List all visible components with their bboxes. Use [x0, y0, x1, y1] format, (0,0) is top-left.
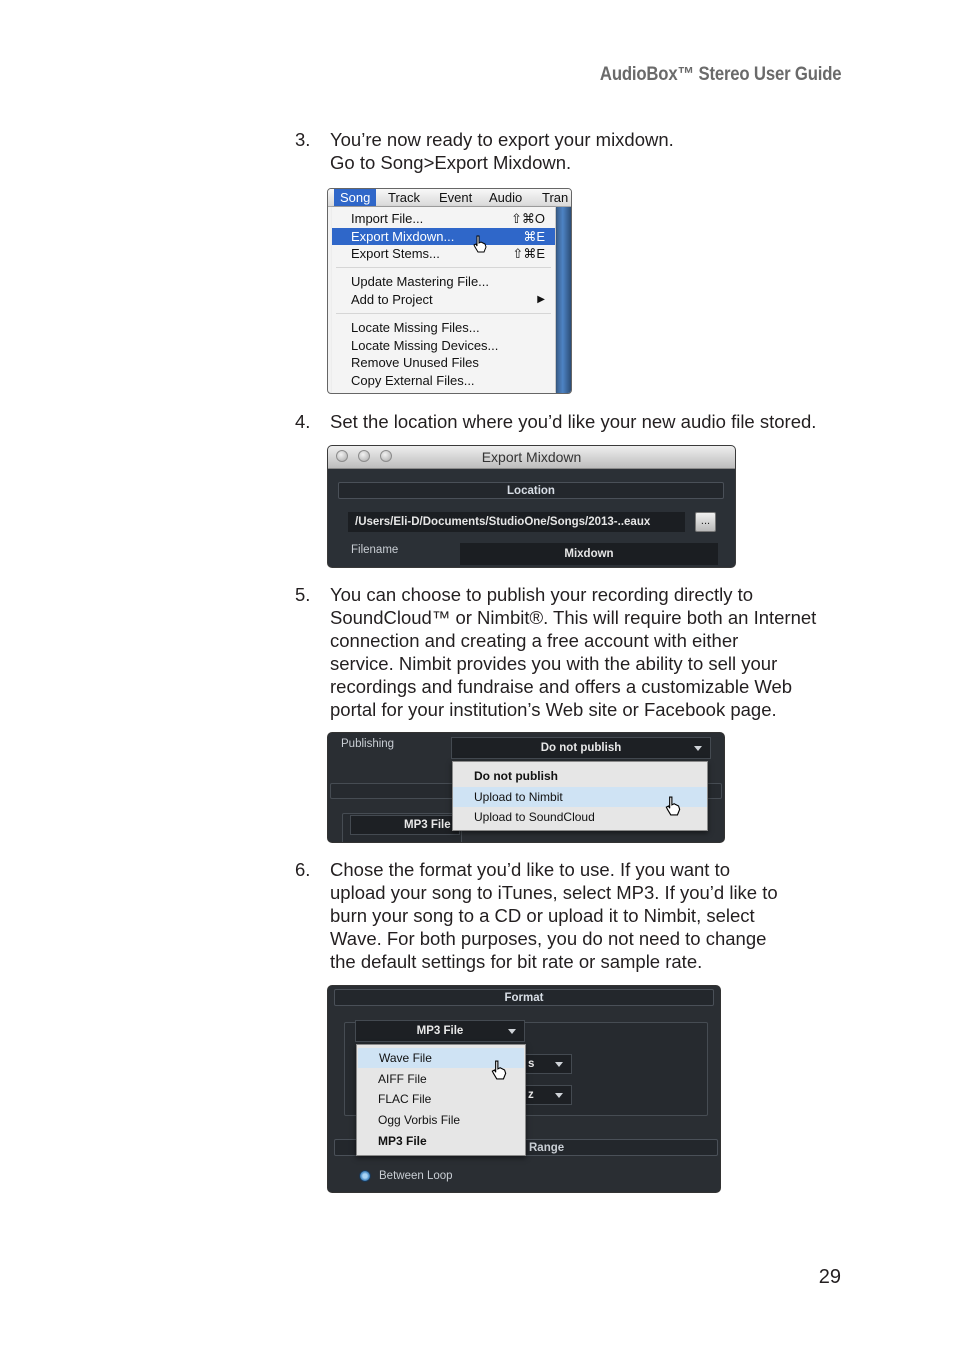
step-line: connection and creating a free account with either — [330, 630, 739, 651]
menu-bar — [328, 189, 571, 207]
step-text — [330, 858, 840, 973]
location-path-field[interactable]: /Users/Eli-D/Documents/StudioOne/Songs/2013-..eaux — [348, 512, 685, 532]
chevron-down-icon — [555, 1062, 563, 1067]
hand-cursor-icon — [665, 796, 681, 816]
menu-item-export-stems[interactable]: Export Stems... ⇧⌘E — [351, 246, 545, 261]
hand-cursor-icon — [491, 1060, 507, 1080]
radio-between-loop[interactable] — [359, 1170, 371, 1182]
browse-button[interactable]: ... — [695, 512, 716, 532]
step-line: SoundCloud™ or Nimbit®. This will require both an Internet — [330, 607, 817, 628]
hand-cursor-icon — [473, 235, 487, 253]
filename-field[interactable]: Mixdown — [460, 543, 718, 565]
export-mixdown-screenshot — [327, 445, 736, 568]
step-line: recordings and fundraise and offers a customizable Web — [330, 676, 793, 697]
option-mp3-file[interactable]: MP3 File — [378, 1134, 427, 1148]
option-wave-file[interactable]: Wave File — [358, 1048, 524, 1068]
publishing-label: Publishing — [341, 738, 395, 750]
step-line: portal for your institution’s Web site or Facebook page. — [330, 699, 777, 720]
step-number: 3. — [295, 129, 311, 150]
option-upload-to-nimbit[interactable]: Upload to Nimbit — [453, 787, 707, 807]
page-number: 29 — [818, 1266, 841, 1288]
step-number: 4. — [295, 411, 311, 432]
step-line: Chose the format you’d like to use. If you want to — [330, 859, 731, 880]
menu-item-copy-external-files[interactable]: Copy External Files... — [351, 373, 475, 388]
step-line: service. Nimbit provides you with the ability to sell your — [330, 653, 778, 674]
menu-item-locate-missing-files[interactable]: Locate Missing Files... — [351, 320, 480, 335]
publishing-select[interactable] — [451, 737, 711, 759]
bitrate-select[interactable]: s — [524, 1054, 572, 1074]
step-line: You’re now ready to export your mixdown. — [330, 129, 674, 150]
menu-song[interactable]: Song — [334, 189, 376, 206]
location-header: Location — [338, 482, 724, 499]
menu-track[interactable]: Track — [388, 190, 421, 205]
menu-separator — [336, 267, 551, 268]
menu-transport[interactable]: Tran — [542, 190, 569, 205]
step-line: Wave. For both purposes, you do not need to change — [330, 928, 767, 949]
step-line: burn your song to a CD or upload it to Nimbit, select — [330, 905, 755, 926]
step-line: Go to Song>Export Mixdown. — [330, 152, 572, 173]
menu-item-export-mixdown[interactable]: Export Mixdown... ⌘E — [332, 228, 555, 245]
menu-item-update-mastering[interactable]: Update Mastering File... — [351, 274, 490, 289]
step-number: 6. — [295, 859, 311, 880]
range-header: Range — [334, 1139, 718, 1156]
option-upload-to-soundcloud[interactable]: Upload to SoundCloud — [474, 810, 595, 824]
format-screenshot — [327, 985, 721, 1193]
step-line: the default settings for bit rate or sample rate. — [330, 951, 703, 972]
publishing-selected-value: Do not publish — [540, 742, 622, 754]
song-dropdown-menu — [332, 207, 555, 393]
samplerate-select[interactable]: z — [524, 1085, 572, 1105]
menu-item-remove-unused-files[interactable]: Remove Unused Files — [351, 355, 479, 370]
step-text — [330, 410, 840, 433]
step-text — [330, 128, 840, 174]
chevron-down-icon — [555, 1093, 563, 1098]
option-do-not-publish[interactable]: Do not publish — [474, 769, 558, 783]
option-aiff-file[interactable]: AIFF File — [378, 1072, 427, 1086]
step-line: upload your song to iTunes, select MP3. If you’d like to — [330, 882, 778, 903]
format-selected-value: MP3 File — [416, 1025, 464, 1037]
menu-item-add-to-project[interactable]: Add to Project ▶ — [351, 292, 545, 307]
option-flac-file[interactable]: FLAC File — [378, 1092, 432, 1106]
menu-item-locate-missing-devices[interactable]: Locate Missing Devices... — [351, 338, 499, 353]
dialog-title: Export Mixdown — [481, 449, 582, 465]
step-text — [330, 583, 840, 721]
publishing-screenshot — [327, 732, 725, 843]
step-line: Set the location where you’d like your new audio file stored. — [330, 411, 817, 432]
menu-audio[interactable]: Audio — [489, 190, 523, 205]
filename-label: Filename — [351, 544, 399, 556]
song-menu-screenshot — [327, 188, 572, 394]
dialog-titlebar — [328, 446, 735, 469]
format-header: Format — [334, 989, 714, 1006]
chevron-down-icon — [694, 746, 702, 751]
track-waveform-background — [556, 207, 571, 393]
step-number: 5. — [295, 584, 311, 605]
menu-separator — [336, 313, 551, 314]
between-loop-label: Between Loop — [379, 1170, 453, 1182]
format-select-behind: MP3 File — [350, 815, 460, 835]
chevron-down-icon — [508, 1029, 516, 1034]
step-line: You can choose to publish your recording directly to — [330, 584, 754, 605]
option-ogg-vorbis-file[interactable]: Ogg Vorbis File — [378, 1113, 461, 1127]
format-select[interactable] — [355, 1020, 525, 1042]
running-header: AudioBox™ Stereo User Guide — [599, 64, 841, 85]
menu-item-import-file[interactable]: Import File... ⇧⌘O — [351, 211, 545, 226]
menu-event[interactable]: Event — [439, 190, 473, 205]
